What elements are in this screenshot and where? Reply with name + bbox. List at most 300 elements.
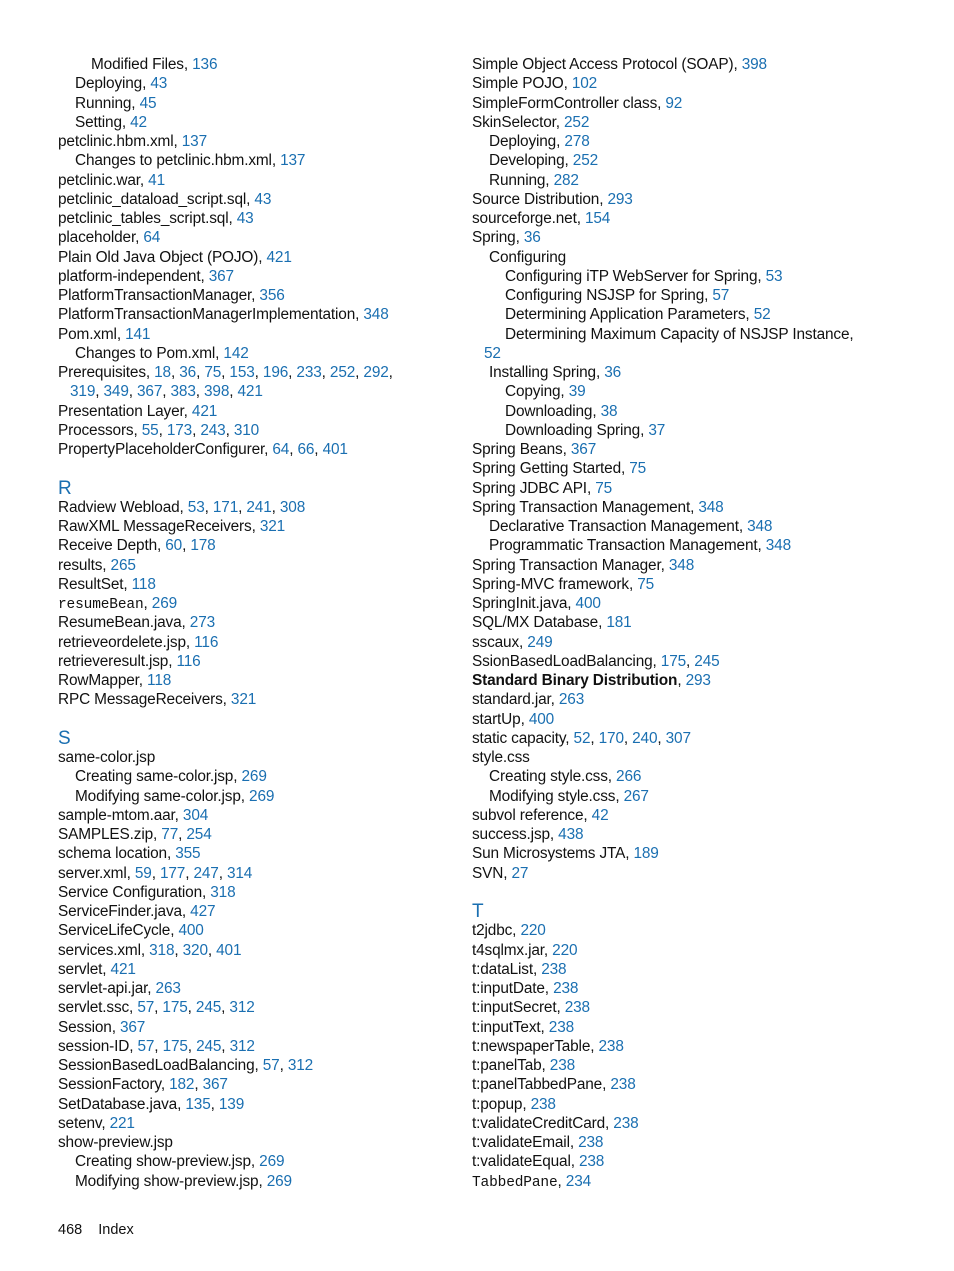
index-entry: t:panelTab, 238: [472, 1057, 576, 1074]
page-link[interactable]: 266: [616, 768, 642, 786]
index-term: success.jsp: [472, 826, 550, 843]
index-entry: t:inputText, 238: [472, 1018, 575, 1036]
index-subentry: Modified Files, 136: [91, 56, 218, 73]
index-term: Creating same-color.jsp: [75, 768, 234, 786]
page-link[interactable]: 175: [162, 999, 188, 1017]
index-entry: TabbedPane, 234: [472, 1172, 592, 1191]
page-link[interactable]: 64: [143, 229, 161, 247]
page-link[interactable]: 77: [161, 826, 179, 843]
index-term: Service Configuration: [58, 883, 202, 901]
page-link[interactable]: 52: [484, 344, 501, 362]
index-term: subvol reference: [472, 806, 584, 824]
index-term: Determining Application Parameters: [505, 306, 746, 324]
index-term: Creating style.css: [489, 768, 608, 786]
page-link[interactable]: 265: [110, 556, 136, 574]
index-entry: Processors, 55, 173, 243, 310: [58, 421, 260, 439]
page-link[interactable]: 282: [553, 171, 579, 189]
index-term: Spring Transaction Manager: [472, 556, 661, 574]
index-term: t:dataList: [472, 960, 533, 978]
index-term: Spring Beans: [472, 441, 563, 458]
page-link[interactable]: 170: [598, 729, 624, 747]
page-link[interactable]: 238: [549, 1057, 576, 1074]
page-link[interactable]: 321: [230, 691, 257, 709]
index-term: Pom.xml: [58, 325, 117, 343]
page-link[interactable]: 220: [520, 922, 546, 940]
page-link[interactable]: 367: [208, 267, 234, 285]
page-link[interactable]: 245: [694, 652, 720, 670]
page-link[interactable]: 57: [137, 1037, 155, 1055]
index-term: retrieveordelete.jsp: [58, 633, 186, 651]
page-link[interactable]: 75: [595, 479, 613, 497]
index-term: t:panelTab: [472, 1057, 542, 1074]
page-link[interactable]: 142: [223, 344, 249, 362]
page-link[interactable]: 356: [259, 287, 285, 304]
index-term: Simple Object Access Protocol (SOAP): [472, 56, 734, 73]
index-term: session-ID: [58, 1037, 130, 1055]
index-subentry: Copying, 39: [505, 383, 586, 401]
page-link[interactable]: 45: [139, 94, 157, 112]
page-link[interactable]: 367: [570, 441, 597, 458]
index-term: SkinSelector: [472, 113, 556, 131]
page-link[interactable]: 177: [159, 864, 186, 882]
page-link[interactable]: 312: [229, 1037, 255, 1055]
index-term: Spring Transaction Management: [472, 498, 691, 516]
page-link[interactable]: 92: [665, 94, 683, 112]
page-link[interactable]: 41: [148, 171, 165, 189]
page-link[interactable]: 238: [541, 960, 567, 978]
index-entry: SsionBasedLoadBalancing, 175, 245: [472, 652, 720, 670]
page-link[interactable]: 43: [236, 210, 254, 227]
page-link[interactable]: 64: [272, 441, 290, 458]
index-term: Source Distribution: [472, 190, 600, 208]
page-link[interactable]: 173: [166, 421, 193, 439]
index-term: t:panelTabbedPane: [472, 1076, 603, 1094]
index-entry: results, 265: [58, 556, 136, 574]
index-entry: ResultSet, 118: [58, 575, 156, 593]
index-entry: petclinic.war, 41: [58, 171, 165, 189]
page-link[interactable]: 401: [216, 941, 242, 959]
page-link[interactable]: 252: [572, 152, 599, 170]
index-entry: Simple POJO, 102: [472, 75, 598, 93]
index-entry: t4sqlmx.jar, 220: [472, 941, 578, 959]
index-term: Running: [75, 94, 132, 112]
page-link[interactable]: 269: [249, 787, 275, 805]
page-link[interactable]: 355: [175, 845, 201, 863]
index-entry: servlet.ssc, 57, 175, 245, 312: [58, 999, 255, 1017]
index-entry: t:inputDate, 238: [472, 980, 579, 997]
index-entry: setenv, 221: [58, 1114, 135, 1132]
page-link[interactable]: 312: [229, 999, 255, 1017]
index-entry-continuation: [472, 344, 892, 363]
page-link[interactable]: 175: [660, 652, 687, 670]
footer-section-label: Index: [98, 1222, 134, 1238]
index-entry: Spring Beans, 367: [472, 441, 597, 458]
page-link[interactable]: 245: [195, 999, 222, 1017]
page-link[interactable]: 57: [712, 287, 730, 304]
page-link[interactable]: 118: [131, 575, 156, 593]
page-link[interactable]: 238: [613, 1114, 639, 1132]
page-link[interactable]: 53: [765, 267, 783, 285]
page-link[interactable]: 398: [741, 56, 767, 73]
page-link[interactable]: 269: [151, 595, 178, 612]
index-term: Modifying same-color.jsp: [75, 787, 241, 805]
page-link[interactable]: 57: [137, 999, 155, 1017]
page-link[interactable]: 182: [169, 1076, 195, 1094]
page-link[interactable]: 118: [147, 672, 172, 689]
page-link[interactable]: 421: [191, 402, 218, 420]
index-entry: Plain Old Java Object (POJO), 421: [58, 248, 292, 266]
page-link[interactable]: 293: [685, 672, 711, 689]
index-subentry: Installing Spring, 36: [489, 364, 622, 381]
index-entry: Spring Getting Started, 75: [472, 460, 647, 478]
index-term: Spring JDBC API: [472, 479, 587, 497]
page-link[interactable]: 181: [606, 614, 632, 632]
page-link[interactable]: 314: [226, 864, 253, 882]
index-subentry: Declarative Transaction Management, 348: [489, 518, 773, 535]
index-term: Spring: [472, 229, 516, 247]
page-link[interactable]: 171: [212, 498, 239, 516]
page-link[interactable]: 307: [665, 729, 691, 747]
page-link[interactable]: 238: [598, 1037, 624, 1055]
index-entry: Radview Webload, 53, 171, 241, 308: [58, 498, 306, 516]
index-term: Copying: [505, 383, 561, 401]
page-link[interactable]: 154: [584, 210, 611, 227]
page-link[interactable]: 321: [259, 518, 286, 535]
index-term: servlet-api.jar: [58, 980, 148, 997]
page-link[interactable]: 308: [279, 498, 306, 516]
page-link[interactable]: 38: [600, 402, 618, 420]
page-link[interactable]: 421: [110, 960, 136, 978]
index-term: Configuring NSJSP for Spring: [505, 287, 705, 304]
index-entry: success.jsp, 438: [472, 826, 584, 843]
page-link[interactable]: 52: [753, 306, 771, 324]
index-term: t:inputSecret: [472, 999, 557, 1017]
page-link[interactable]: 243: [200, 421, 226, 439]
index-entry: Spring-MVC framework, 75: [472, 575, 655, 593]
index-entry: SimpleFormController class, 92: [472, 94, 683, 112]
index-term: Determining Maximum Capacity of NSJSP Instance: [505, 325, 850, 343]
page-link[interactable]: 400: [575, 595, 601, 612]
page-link[interactable]: 269: [266, 1172, 292, 1190]
index-entry: ServiceLifeCycle, 400: [58, 922, 204, 940]
index-term: PlatformTransactionManagerImplementation: [58, 306, 356, 324]
index-term: Declarative Transaction Management: [489, 518, 739, 535]
page-link[interactable]: 53: [187, 498, 205, 516]
index-term: sourceforge.net: [472, 210, 577, 227]
page-link[interactable]: 249: [527, 633, 553, 651]
page-link[interactable]: 438: [558, 826, 584, 843]
page-link[interactable]: 421: [266, 248, 292, 266]
page-link[interactable]: 245: [196, 1037, 222, 1055]
index-entry: Prerequisites, 18, 36, 75, 153, 196, 233, 252, 292,: [58, 364, 393, 381]
page-link[interactable]: 221: [109, 1114, 135, 1132]
page-link[interactable]: 240: [632, 729, 658, 747]
page-link[interactable]: 398: [204, 383, 230, 401]
page-link[interactable]: 135: [185, 1095, 211, 1113]
index-term: SessionBasedLoadBalancing: [58, 1057, 255, 1074]
index-term: Presentation Layer: [58, 402, 184, 420]
index-subentry: Changes to Pom.xml, 142: [75, 344, 249, 362]
page-link[interactable]: 59: [134, 864, 152, 882]
page-link[interactable]: 241: [246, 498, 272, 516]
page-link[interactable]: 273: [189, 614, 216, 632]
page-link[interactable]: 238: [610, 1076, 636, 1094]
index-subentry: Creating style.css, 266: [489, 768, 642, 786]
page-link[interactable]: 52: [573, 729, 591, 747]
index-term: standard.jar: [472, 691, 551, 709]
page-link[interactable]: 116: [176, 652, 201, 670]
page-link[interactable]: 320: [182, 941, 208, 959]
index-term: t4sqlmx.jar: [472, 941, 544, 959]
index-term: PlatformTransactionManager: [58, 287, 252, 304]
index-entry: services.xml, 318, 320, 401: [58, 941, 242, 959]
index-letter-heading: T: [472, 901, 484, 922]
page-link[interactable]: 36: [523, 229, 541, 247]
index-entry: servlet, 421: [58, 960, 136, 978]
page-link[interactable]: 37: [648, 421, 666, 439]
index-term: Setting: [75, 113, 122, 131]
page-link[interactable]: 269: [241, 768, 267, 786]
page-link[interactable]: 43: [150, 75, 168, 93]
page-link[interactable]: 175: [162, 1037, 188, 1055]
index-entry: t:newspaperTable, 238: [472, 1037, 624, 1055]
page-link[interactable]: 234: [565, 1172, 592, 1190]
page-link[interactable]: 75: [629, 460, 647, 478]
index-entry: Sun Microsystems JTA, 189: [472, 845, 659, 863]
index-term: t:inputText: [472, 1018, 541, 1036]
page-link[interactable]: 102: [571, 75, 598, 93]
index-subentry: Programmatic Transaction Management, 348: [489, 537, 791, 555]
page-link[interactable]: 75: [637, 575, 655, 593]
index-term: schema location: [58, 845, 167, 863]
index-term: SimpleFormController class: [472, 94, 658, 112]
index-term: Downloading Spring: [505, 421, 641, 439]
page-link[interactable]: 348: [363, 306, 389, 324]
index-term: ResultSet: [58, 575, 124, 593]
index-entry: Simple Object Access Protocol (SOAP), 398: [472, 56, 767, 73]
index-term: t:inputDate: [472, 980, 545, 997]
page-link[interactable]: 367: [119, 1018, 146, 1036]
page-link[interactable]: 233: [296, 364, 322, 381]
index-term: ServiceLifeCycle: [58, 922, 171, 940]
index-entry: PropertyPlaceholderConfigurer, 64, 66, 401: [58, 441, 348, 458]
page-link[interactable]: 319: [70, 383, 96, 401]
page-link[interactable]: 427: [190, 903, 216, 920]
page-link[interactable]: 18: [154, 364, 171, 381]
page-link[interactable]: 42: [591, 806, 609, 824]
page-link[interactable]: 238: [530, 1095, 556, 1113]
index-term: SQL/MX Database: [472, 614, 599, 632]
index-term: resumeBean: [58, 597, 144, 613]
index-entry: retrieveordelete.jsp, 116: [58, 633, 219, 651]
page-link[interactable]: 139: [218, 1095, 245, 1113]
index-column-right: [472, 55, 892, 1191]
index-letter-heading: R: [58, 477, 72, 499]
page-link[interactable]: 137: [280, 152, 306, 170]
page-link[interactable]: 348: [698, 498, 724, 516]
page-link[interactable]: 278: [564, 133, 590, 150]
index-term: sscaux: [472, 633, 520, 651]
index-entry: platform-independent, 367: [58, 267, 234, 285]
page-link[interactable]: 269: [259, 1153, 285, 1171]
index-subentry: [472, 248, 892, 267]
page-link[interactable]: 348: [747, 518, 773, 535]
index-term: Modifying style.css: [489, 787, 616, 805]
page-link[interactable]: 116: [194, 633, 219, 651]
index-entry: startUp, 400: [472, 710, 555, 728]
index-term: server.xml: [58, 864, 127, 882]
page-link[interactable]: 238: [564, 999, 590, 1017]
page-link[interactable]: 220: [552, 941, 578, 959]
page-link[interactable]: 196: [262, 364, 289, 381]
index-term: servlet.ssc: [58, 999, 130, 1017]
page-link[interactable]: 421: [237, 383, 263, 401]
index-subentry: Running, 282: [489, 171, 579, 189]
page-link[interactable]: 141: [125, 325, 151, 343]
page-link[interactable]: 27: [511, 864, 529, 882]
page-link[interactable]: 263: [558, 691, 585, 709]
index-entry: RPC MessageReceivers, 321: [58, 691, 257, 709]
page-link[interactable]: 39: [568, 383, 586, 401]
index-term: placeholder: [58, 229, 136, 247]
page-link[interactable]: 400: [178, 922, 204, 940]
page-link[interactable]: 367: [137, 383, 163, 401]
index-term: startUp: [472, 710, 521, 728]
page-link[interactable]: 267: [623, 787, 649, 805]
page-link[interactable]: 75: [204, 364, 222, 381]
index-entry: Presentation Layer, 421: [58, 402, 218, 420]
index-subentry: Creating show-preview.jsp, 269: [75, 1153, 285, 1171]
page-link[interactable]: 60: [165, 537, 183, 555]
index-subentry: Downloading, 38: [505, 402, 618, 420]
page-link[interactable]: 36: [604, 364, 622, 381]
page-link[interactable]: 348: [765, 537, 791, 555]
page-link[interactable]: 400: [528, 710, 555, 728]
page-link[interactable]: 238: [553, 980, 579, 997]
page-link[interactable]: 293: [607, 190, 633, 208]
index-entry: servlet-api.jar, 263: [58, 980, 181, 997]
page-link[interactable]: 178: [190, 537, 216, 555]
index-term: petclinic_dataload_script.sql: [58, 190, 247, 208]
page-link[interactable]: 136: [192, 56, 218, 73]
index-term: SpringInit.java: [472, 595, 568, 612]
index-term: Modifying show-preview.jsp: [75, 1172, 259, 1190]
index-entry: schema location, 355: [58, 845, 201, 863]
page-link[interactable]: 43: [254, 190, 272, 208]
page-link[interactable]: 36: [179, 364, 197, 381]
page-link[interactable]: 42: [130, 113, 147, 131]
page-link[interactable]: 66: [297, 441, 315, 458]
index-letter-heading: S: [58, 727, 71, 749]
index-term: Deploying: [75, 75, 143, 93]
index-term: RPC MessageReceivers: [58, 691, 223, 709]
index-column-left: [58, 55, 448, 1191]
page-link[interactable]: 238: [578, 1153, 605, 1171]
page-link[interactable]: 263: [155, 980, 181, 997]
index-term: ResumeBean.java: [58, 614, 182, 632]
page-link[interactable]: 137: [181, 133, 207, 150]
index-term: t:validateEqual: [472, 1153, 571, 1171]
page-link[interactable]: 55: [141, 421, 159, 439]
index-term: services.xml: [58, 941, 141, 959]
index-term: results: [58, 556, 103, 574]
index-entry: Spring JDBC API, 75: [472, 479, 613, 497]
index-entry: Spring Transaction Management, 348: [472, 498, 724, 516]
index-entry: SessionBasedLoadBalancing, 57, 312: [58, 1057, 314, 1074]
page-link[interactable]: 247: [193, 864, 219, 882]
page-link[interactable]: 189: [633, 845, 659, 863]
index-subentry: Configuring iTP WebServer for Spring, 53: [505, 267, 783, 285]
page-link[interactable]: 304: [182, 806, 209, 824]
page-link[interactable]: 318: [149, 941, 175, 959]
page-link[interactable]: 57: [262, 1057, 280, 1074]
index-subentry: Setting, 42: [75, 113, 147, 131]
index-term: Configuring iTP WebServer for Spring: [505, 267, 758, 285]
index-subentry: Creating same-color.jsp, 269: [75, 768, 267, 786]
index-entry: Pom.xml, 141: [58, 325, 151, 343]
index-term: Plain Old Java Object (POJO): [58, 248, 259, 266]
page-link[interactable]: 238: [548, 1018, 575, 1036]
page-link[interactable]: 383: [170, 383, 196, 401]
index-term: Standard Binary Distribution: [472, 672, 678, 689]
page-link[interactable]: 312: [287, 1057, 314, 1074]
index-term: t:popup: [472, 1095, 523, 1113]
page-link[interactable]: 252: [564, 113, 590, 131]
index-term: RawXML MessageReceivers: [58, 518, 252, 535]
index-subentry: Deploying, 43: [75, 75, 168, 93]
page-link[interactable]: 367: [202, 1076, 228, 1094]
index-subentry: Downloading Spring, 37: [505, 421, 666, 439]
index-term: Prerequisites: [58, 364, 146, 381]
index-entry: RawXML MessageReceivers, 321: [58, 518, 286, 535]
index-entry: [472, 748, 892, 767]
index-subentry: Determining Maximum Capacity of NSJSP Instance,: [505, 325, 854, 343]
page-link[interactable]: 252: [329, 364, 356, 381]
index-entry: ServiceFinder.java, 427: [58, 903, 216, 920]
page-link[interactable]: 310: [233, 421, 260, 439]
page-link[interactable]: 401: [322, 441, 348, 458]
page-link[interactable]: 292: [363, 364, 389, 381]
index-term: Sun Microsystems JTA: [472, 845, 626, 863]
index-entry: Session, 367: [58, 1018, 146, 1036]
index-term: static capacity: [472, 729, 566, 747]
index-entry: [58, 1133, 448, 1152]
index-subentry: Modifying show-preview.jsp, 269: [75, 1172, 292, 1190]
index-entry: session-ID, 57, 175, 245, 312: [58, 1037, 255, 1055]
index-term: Creating show-preview.jsp: [75, 1153, 251, 1171]
index-entry: t:validateEqual, 238: [472, 1153, 605, 1171]
index-term: Configuring: [489, 248, 567, 266]
footer-page-number: 468: [58, 1222, 83, 1238]
page-link[interactable]: 348: [668, 556, 695, 574]
index-term: Running: [489, 171, 546, 189]
index-entry: server.xml, 59, 177, 247, 314: [58, 864, 253, 882]
index-entry: sscaux, 249: [472, 633, 553, 651]
index-entry: Spring Transaction Manager, 348: [472, 556, 695, 574]
index-entry: t:popup, 238: [472, 1095, 556, 1113]
index-entry: retrieveresult.jsp, 116: [58, 652, 201, 670]
page-link[interactable]: 238: [578, 1134, 604, 1151]
page-link[interactable]: 254: [186, 826, 212, 843]
page-link[interactable]: 153: [229, 364, 255, 381]
index-term: Spring-MVC framework: [472, 575, 629, 593]
page-link[interactable]: 349: [103, 383, 129, 401]
index-term: sample-mtom.aar: [58, 806, 175, 824]
index-term: t:newspaperTable: [472, 1037, 591, 1055]
page-link[interactable]: 318: [210, 883, 236, 901]
index-term: RowMapper: [58, 672, 139, 689]
index-entry: static capacity, 52, 170, 240, 307: [472, 729, 691, 747]
